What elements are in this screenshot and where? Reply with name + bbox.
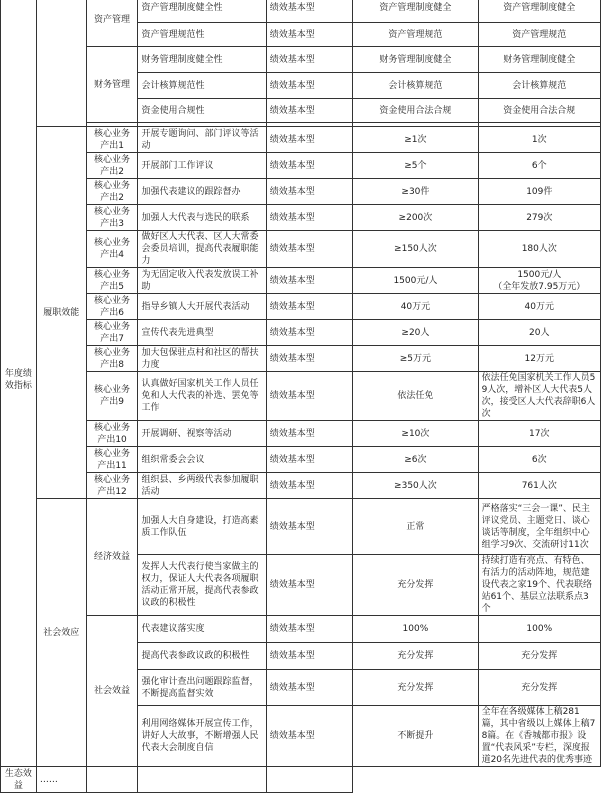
target-value: 会计核算规范 [353,73,478,99]
actual-blank [266,767,353,793]
indicator-type: 绩效基本型 [266,231,353,268]
level3-core-output: 核心业务产出11 [86,447,138,473]
actual-value: 40万元 [478,294,600,320]
indicator-name: 做好区人大代表、区人大常委会委员培训，提高代表履职能力 [138,231,266,268]
type-blank [86,767,138,793]
target-value: 充分发挥 [353,670,478,706]
actual-value: 资金使用合法合规 [478,99,600,123]
actual-value: 180人次 [478,231,600,268]
level3-core-output: 核心业务产出5 [86,268,138,294]
indicator-name: 加大包保驻点村和社区的帮扶力度 [138,346,266,372]
level3-core-output: 核心业务产出3 [86,205,138,231]
indicator-type: 绩效基本型 [266,23,353,47]
indicator-type: 绩效基本型 [266,205,353,231]
indicator-name: 加强代表建议的跟踪督办 [138,179,266,205]
actual-value: 12万元 [478,346,600,372]
indicator-name: 开展专题询问、部门评议等活动 [138,127,266,153]
target-value: ≥6次 [353,447,478,473]
indicator-name: 利用网络媒体开展宣传工作，讲好人大故事，不断增强人民代表大会制度自信 [138,706,266,767]
target-value: ≥20人 [353,320,478,346]
actual-value: 会计核算规范 [478,73,600,99]
actual-value: 依法任免国家机关工作人员59人次，增补区人大代表5人次，接受区人大代表辞职6人次 [478,372,600,421]
indicator-type: 绩效基本型 [266,670,353,706]
actual-value: 资产管理制度健全 [478,0,600,23]
indicator-name: 资产管理规范性 [138,23,266,47]
actual-value: 资产管理规范 [478,23,600,47]
indicator-type: 绩效基本型 [266,179,353,205]
indicator-type: 绩效基本型 [266,73,353,99]
actual-value: 1次 [478,127,600,153]
indicator-type: 绩效基本型 [266,421,353,447]
level3-ecological-benefit: 生态效益 [1,767,37,793]
target-value: 1500元/人 [353,268,478,294]
indicator-type: 绩效基本型 [266,555,353,616]
level3-core-output: 核心业务产出2 [86,153,138,179]
actual-value: 6次 [478,447,600,473]
indicator-type: 绩效基本型 [266,47,353,73]
actual-value: 109件 [478,179,600,205]
indicator-type: 绩效基本型 [266,127,353,153]
actual-value: 严格落实“三会一课”、民主评议党员、主题党日、谈心谈话等制度，全年组织中心组学习9次、交流研讨11次 [478,499,600,555]
level3-social-benefit: 社会效益 [86,616,138,767]
indicator-name: 组织县、乡两级代表参加履职活动 [138,473,266,499]
indicator-name: 加强人大代表与选民的联系 [138,205,266,231]
indicator-name: …… [36,767,86,793]
target-value: ≥5万元 [353,346,478,372]
target-value: 财务管理制度健全 [353,47,478,73]
indicator-name: 认真做好国家机关工作人员任免和人大代表的补选、罢免等工作 [138,372,266,421]
target-value: 资产管理制度健全 [353,0,478,23]
indicator-type: 绩效基本型 [266,372,353,421]
actual-value: 财务管理制度健全 [478,47,600,73]
indicator-type: 绩效基本型 [266,473,353,499]
actual-value: 17次 [478,421,600,447]
level3-core-output: 核心业务产出12 [86,473,138,499]
indicator-name: 宣传代表先进典型 [138,320,266,346]
indicator-name: 为无固定收入代表发放误工补助 [138,268,266,294]
indicator-name: 资金使用合规性 [138,99,266,123]
indicator-type: 绩效基本型 [266,616,353,643]
target-value: ≥10次 [353,421,478,447]
indicator-name: 指导乡镇人大开展代表活动 [138,294,266,320]
level3-core-output: 核心业务产出6 [86,294,138,320]
level3-core-output: 核心业务产出2 [86,179,138,205]
actual-value: 1500元/人 （全年发放7.95万元） [478,268,600,294]
indicator-type: 绩效基本型 [266,706,353,767]
target-value: 正常 [353,499,478,555]
target-value: ≥150人次 [353,231,478,268]
level3-core-output: 核心业务产出9 [86,372,138,421]
indicator-name: 代表建议落实度 [138,616,266,643]
level3-core-output: 核心业务产出8 [86,346,138,372]
target-value: ≥1次 [353,127,478,153]
actual-value: 充分发挥 [478,643,600,670]
indicator-type: 绩效基本型 [266,447,353,473]
indicator-name: 提高代表参政议政的积极性 [138,643,266,670]
indicator-type: 绩效基本型 [266,294,353,320]
indicator-type: 绩效基本型 [266,99,353,123]
indicator-type: 绩效基本型 [266,346,353,372]
actual-value: 20人 [478,320,600,346]
target-value: ≥200次 [353,205,478,231]
actual-value: 761人次 [478,473,600,499]
level2-blank [36,0,86,127]
target-value: 40万元 [353,294,478,320]
target-value: ≥5个 [353,153,478,179]
indicator-type: 绩效基本型 [266,153,353,179]
indicator-name: 财务管理制度健全性 [138,47,266,73]
target-value: ≥30件 [353,179,478,205]
indicator-name: 强化审计查出问题跟踪监督，不断提高监督实效 [138,670,266,706]
indicator-type: 绩效基本型 [266,320,353,346]
actual-value: 充分发挥 [478,670,600,706]
target-value: 资金使用合法合规 [353,99,478,123]
level3-asset-management: 资产管理 [86,0,138,47]
indicator-name: 加强人大自身建设，打造高素质工作队伍 [138,499,266,555]
level3-core-output: 核心业务产出4 [86,231,138,268]
level3-core-output: 核心业务产出1 [86,127,138,153]
level3-core-output: 核心业务产出10 [86,421,138,447]
level1-annual-indicator: 年度绩效指标 [1,0,37,767]
target-value: 依法任免 [353,372,478,421]
target-blank [138,767,266,793]
target-value: 充分发挥 [353,643,478,670]
actual-value: 6个 [478,153,600,179]
level3-core-output: 核心业务产出7 [86,320,138,346]
indicator-name: 发挥人大代表行使当家做主的权力，保证人大代表各项履职活动正常开展，提高代表参政议政的积极性 [138,555,266,616]
target-value: 不断提升 [353,706,478,767]
indicator-type: 绩效基本型 [266,0,353,23]
actual-value: 279次 [478,205,600,231]
target-value: 资产管理规范 [353,23,478,47]
indicator-name: 开展调研、视察等活动 [138,421,266,447]
actual-value: 持续打造有亮点、有特色、有活力的活动阵地，规范建设代表之家19个、代表联络站61个、基层立法联系点3个 [478,555,600,616]
actual-value: 100% [478,616,600,643]
target-value: ≥350人次 [353,473,478,499]
indicator-type: 绩效基本型 [266,643,353,670]
level2-performance: 履职效能 [36,127,86,499]
level2-social-effect: 社会效应 [36,499,86,767]
target-value: 100% [353,616,478,643]
indicator-name: 资产管理制度健全性 [138,0,266,23]
target-value: 充分发挥 [353,555,478,616]
indicator-type: 绩效基本型 [266,268,353,294]
indicator-name: 会计核算规范性 [138,73,266,99]
level3-economic-benefit: 经济效益 [86,499,138,616]
actual-value: 全年在各级媒体上稿281篇，其中省级以上媒体上稿78篇。在《香城都市报》设置“代表风采”专栏，深度报道20名先进代表的优秀事迹 [478,706,600,767]
indicator-name: 开展部门工作评议 [138,153,266,179]
level3-finance-management: 财务管理 [86,47,138,123]
indicator-name: 组织常委会会议 [138,447,266,473]
indicator-type: 绩效基本型 [266,499,353,555]
